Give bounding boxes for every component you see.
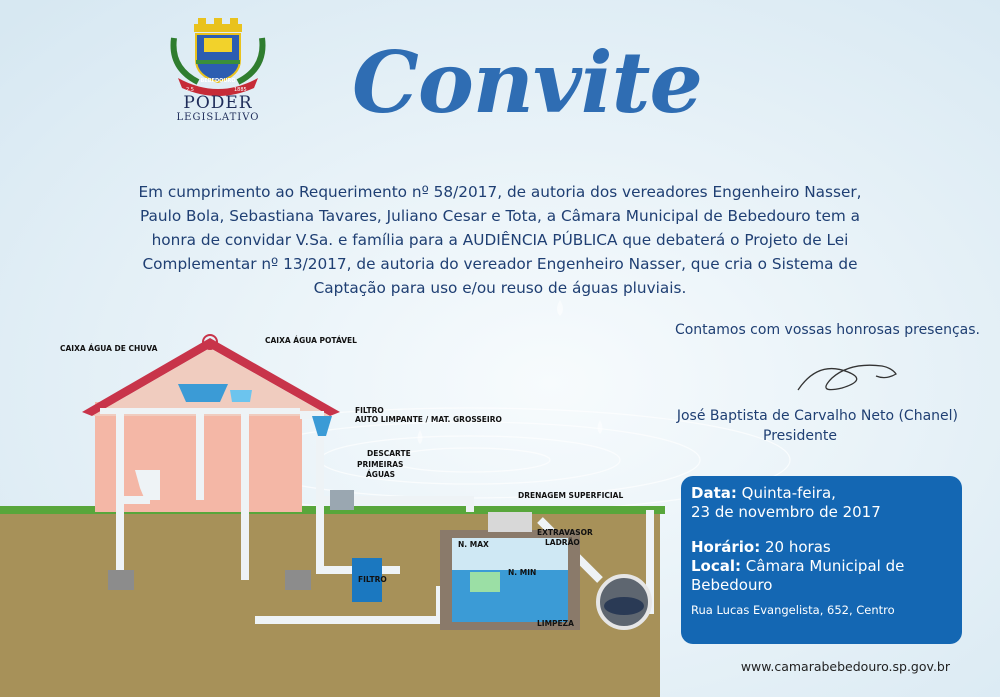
intro-line: Paulo Bola, Sebastiana Tavares, Juliano Cesar e Tota, a Câmara Municipal de Bebedouro tem a bbox=[139, 207, 860, 225]
label-potable-tank: CAIXA ÁGUA POTÁVEL bbox=[265, 336, 357, 345]
page-title: Convite bbox=[352, 33, 702, 132]
intro-line: Complementar nº 13/2017, de autoria do vereador Engenheiro Nasser, que cria o Sistema de bbox=[142, 255, 858, 273]
label-drainage: DRENAGEM SUPERFICIAL bbox=[518, 491, 624, 500]
intro-line: Em cumprimento ao Requerimento nº 58/2017, de autoria dos vereadores Engenheiro Nasser, bbox=[138, 183, 862, 201]
org-line-2: LEGISLATIVO bbox=[176, 112, 260, 123]
label-discard-1: DESCARTE bbox=[367, 449, 411, 458]
rainwater-diagram bbox=[0, 320, 680, 697]
first-flush bbox=[330, 490, 354, 510]
manhole-water bbox=[604, 597, 644, 615]
label-overflow-1: EXTRAVASOR bbox=[537, 528, 593, 537]
signer-name: José Baptista de Carvalho Neto (Chanel) bbox=[676, 408, 958, 424]
label-level-min: N. MIN bbox=[508, 568, 537, 577]
date-line-2: 23 de novembro de 2017 bbox=[691, 503, 881, 521]
event-info-box bbox=[681, 476, 962, 644]
crest-top-text: BEBEDOURO bbox=[200, 78, 236, 84]
closing-thanks: Contamos com vossas honrosas presenças. bbox=[674, 322, 980, 338]
cistern-lid bbox=[488, 512, 532, 532]
event-address: Rua Lucas Evangelista, 652, Centro bbox=[691, 603, 895, 617]
intro-line: honra de convidar V.Sa. e família para a AUDIÊNCIA PÚBLICA que debaterá o Projeto de Lei bbox=[151, 231, 849, 249]
foundation-right bbox=[285, 570, 311, 590]
signer-role: Presidente bbox=[763, 428, 837, 444]
signature-icon bbox=[790, 350, 910, 410]
label-cleaning: LIMPEZA bbox=[537, 619, 574, 628]
place-line-2: Bebedouro bbox=[691, 576, 773, 594]
label-filter-top-2: AUTO LIMPANTE / MAT. GROSSEIRO bbox=[355, 415, 502, 424]
org-line-1: PODER bbox=[183, 93, 253, 113]
time-value: 20 horas bbox=[760, 538, 831, 556]
time-label: Horário: bbox=[691, 538, 761, 556]
intro-line: Captação para uso e/ou reuso de águas pluviais. bbox=[313, 279, 687, 297]
place-label: Local: bbox=[691, 557, 742, 575]
label-filter-top-1: FILTRO bbox=[355, 406, 384, 415]
date-row bbox=[691, 484, 952, 503]
time-row bbox=[691, 538, 952, 557]
crest-year-left: 2.5 bbox=[186, 87, 194, 93]
cistern-water bbox=[452, 570, 568, 622]
label-filter-bottom: FILTRO bbox=[358, 575, 387, 584]
org-name bbox=[150, 94, 286, 123]
label-overflow-2: LADRÃO bbox=[545, 538, 580, 547]
cistern-pump bbox=[470, 572, 500, 592]
date-label: Data: bbox=[691, 484, 737, 502]
label-discard-3: ÁGUAS bbox=[366, 470, 396, 479]
label-discard-2: PRIMEIRAS bbox=[357, 460, 404, 469]
place-row bbox=[691, 557, 952, 576]
label-level-max: N. MAX bbox=[458, 540, 489, 549]
foundation-left bbox=[108, 570, 134, 590]
crest-icon bbox=[168, 18, 268, 98]
attic bbox=[92, 348, 330, 416]
gutter-filter bbox=[312, 416, 332, 436]
potable-tank bbox=[230, 390, 252, 402]
rain-tank bbox=[178, 384, 228, 402]
date-value: Quinta-feira, bbox=[736, 484, 836, 502]
website-link[interactable]: www.camarabebedouro.sp.gov.br bbox=[740, 659, 950, 674]
intro-text bbox=[100, 180, 900, 300]
place-value: Câmara Municipal de bbox=[741, 557, 905, 575]
crest-year-right: 1885 bbox=[234, 87, 247, 93]
label-rain-tank: CAIXA ÁGUA DE CHUVA bbox=[60, 344, 158, 353]
